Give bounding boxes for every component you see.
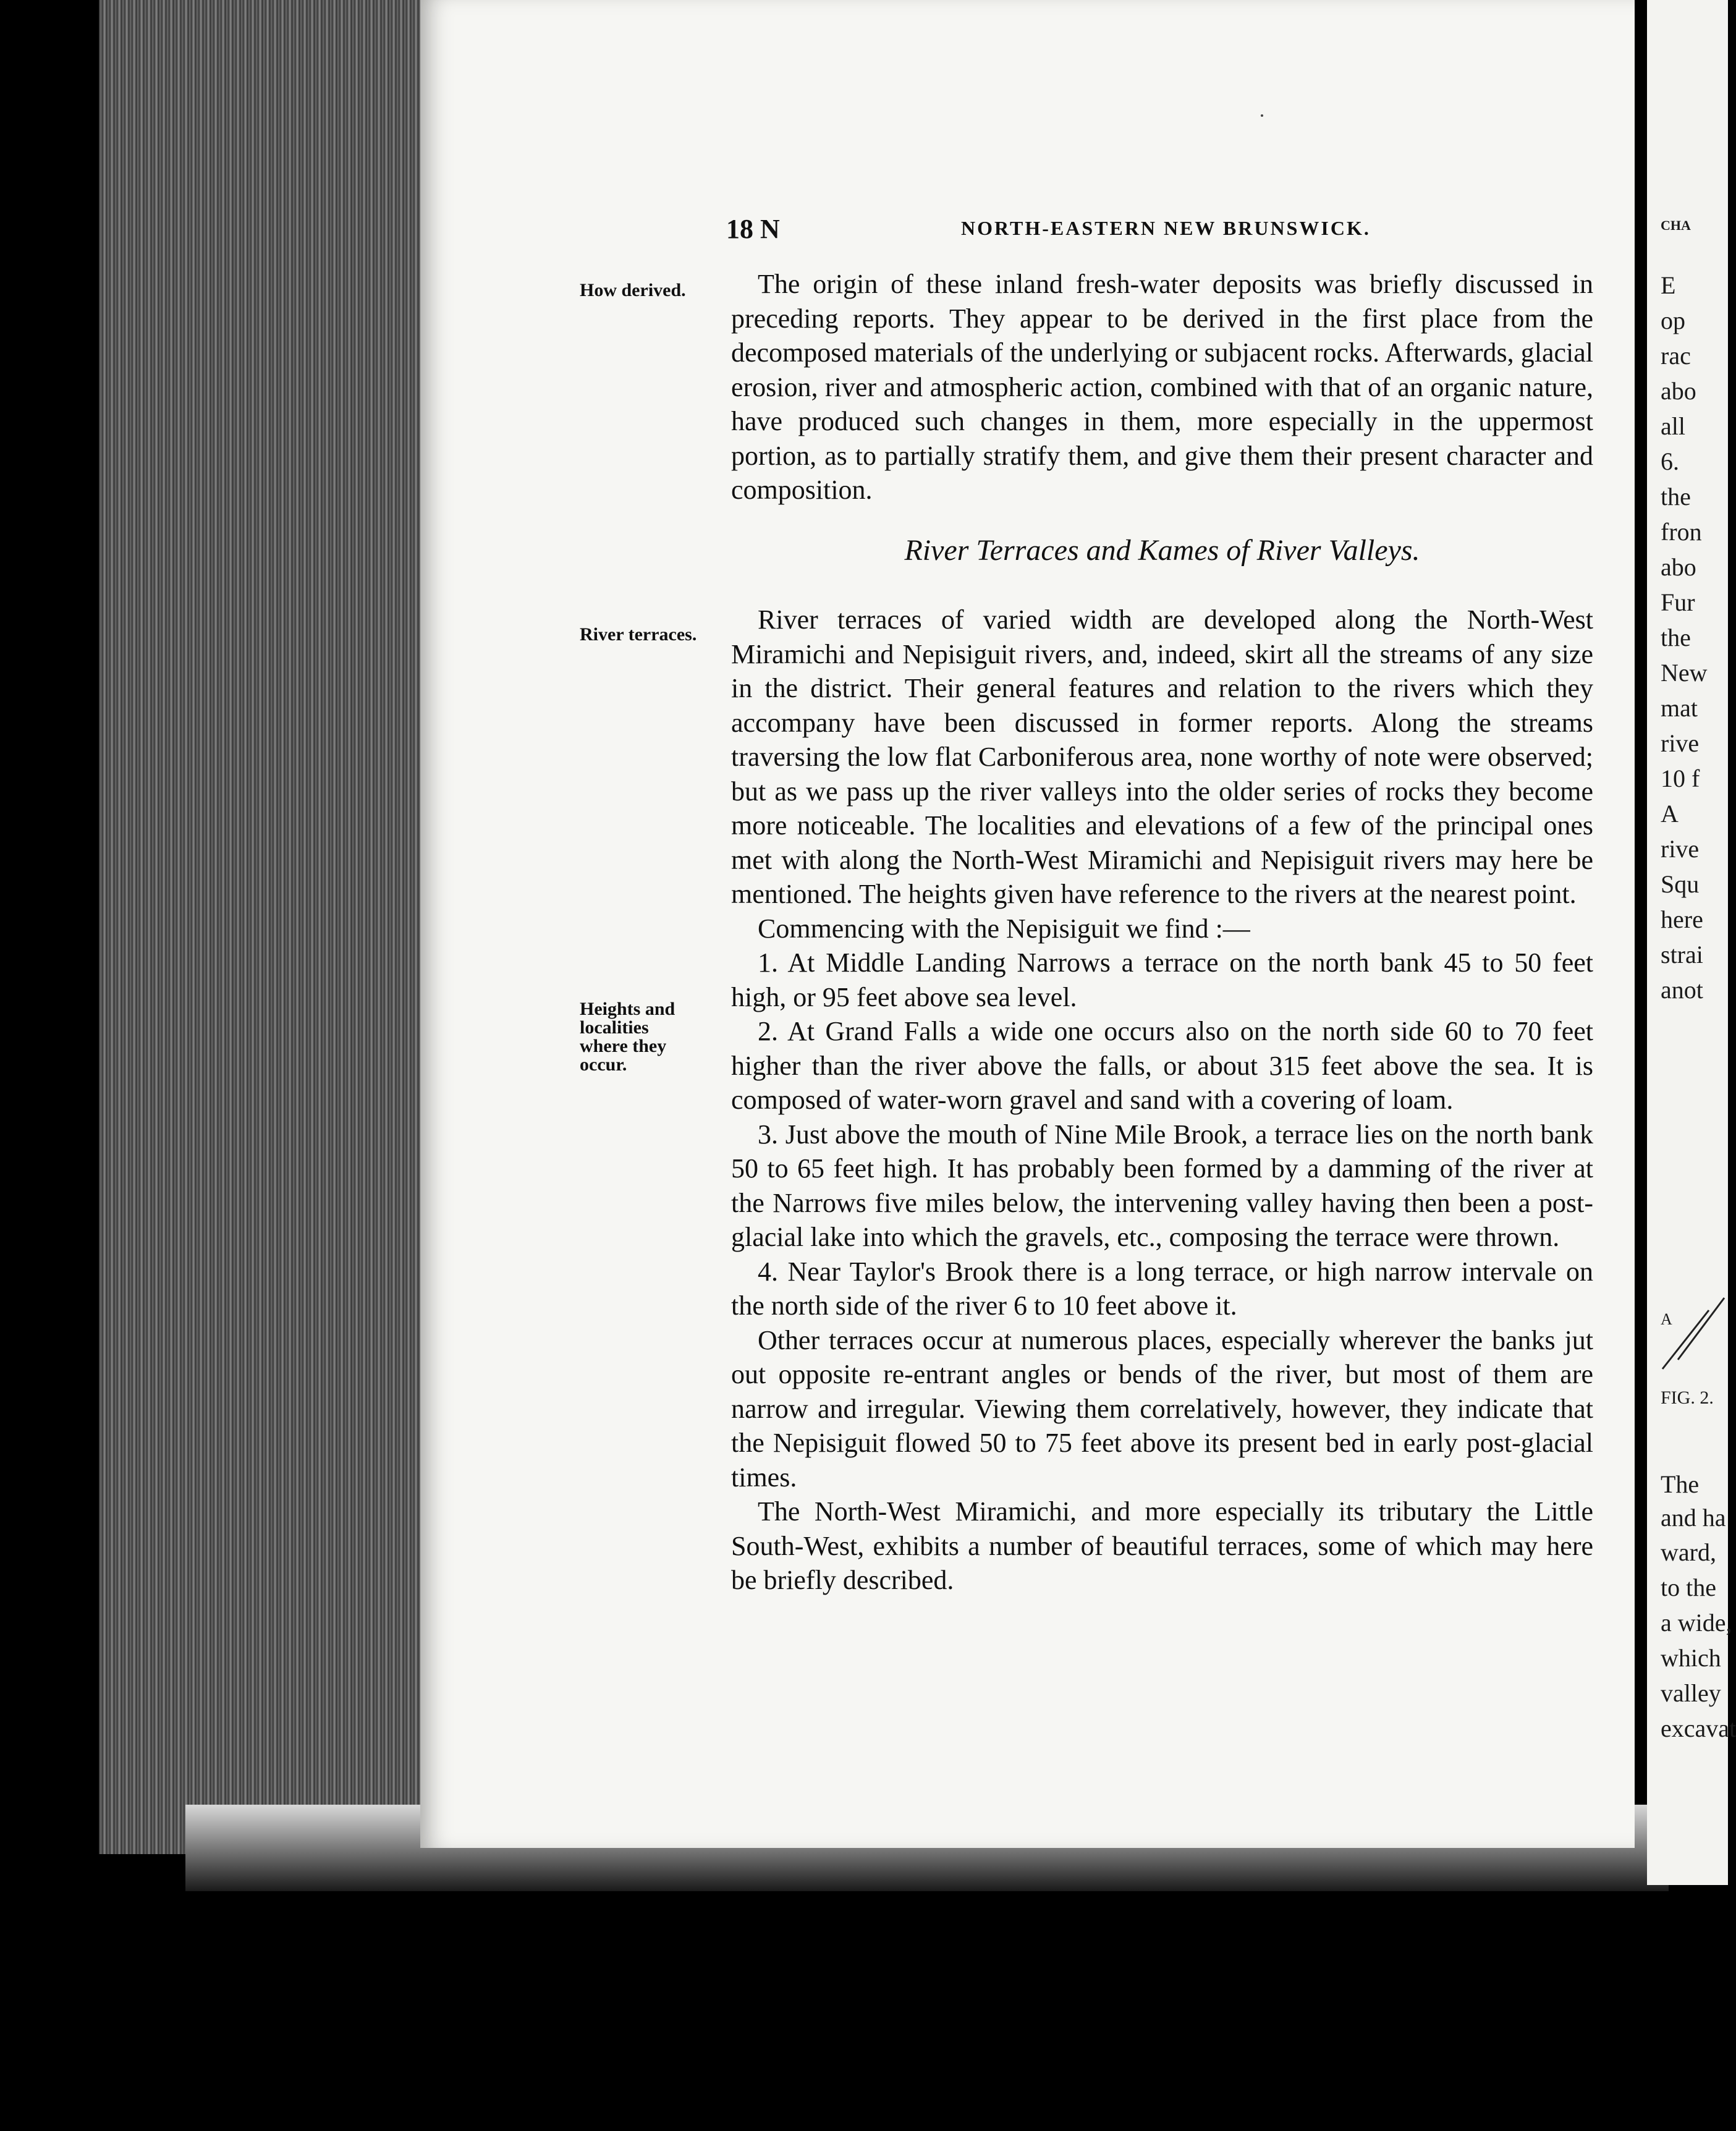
facing-page-fragment: Fur (1661, 588, 1695, 616)
facing-page-fragment: op (1661, 307, 1685, 334)
running-head-title: NORTH-EASTERN NEW BRUNSWICK. (961, 217, 1371, 239)
paragraph: Commencing with the Nepisiguit we find :— (758, 913, 1250, 944)
list-item: 4. Near Taylor's Brook there is a long terrace, or high narrow intervale on the north side of the river 6 to 10 feet above it. (731, 1256, 1593, 1321)
figure-label: A (1661, 1310, 1672, 1328)
book-spine-page-edges (99, 0, 420, 1854)
section-heading: River Terraces and Kames of River Valleys. (904, 534, 1420, 567)
facing-page-fragment: excavat (1661, 1714, 1736, 1742)
facing-page-fragment: The (1661, 1470, 1700, 1498)
facing-page-fragment: 6. (1661, 447, 1679, 475)
figure-caption: FIG. 2. (1661, 1387, 1714, 1408)
facing-page-fragment: a wide, (1661, 1609, 1732, 1637)
facing-page-fragment: rive (1661, 729, 1700, 757)
paragraph-origin (731, 267, 1593, 507)
margin-note-river-terraces: River terraces. (580, 624, 697, 645)
facing-page-fragment: fron (1661, 518, 1702, 546)
paragraph: The North-West Miramichi, and more especially its tributary the Little South-West, exhibits a number of beautiful terraces, some of which may here be briefly described. (731, 1496, 1593, 1595)
paragraph: River terraces of varied width are developed along the North-West Miramichi and Nepisiguit rivers, and, indeed, skirt all the streams of any size in the district. Their general features and relation to the rivers which they accompany have been discussed in former reports. Along the streams traversing the low flat Carboniferous area, none worthy of note were observed; but as we pass up the river valleys into the older series of rocks they become more noticeable. The localities and elevations of a few of the principal ones met with along the North-West Miramichi and Nepisiguit rivers may here be mentioned. The heights given have reference to the rivers at the nearest point. (731, 604, 1593, 909)
facing-page-fragment: CHA (1661, 218, 1691, 233)
figure-2-partial-drawing (1659, 1286, 1727, 1372)
facing-page-fragment: valley (1661, 1679, 1721, 1707)
list-item: 1. At Middle Landing Narrows a terrace on the north bank 45 to 50 feet high, or 95 feet above sea level. (731, 947, 1593, 1012)
list-item: 3. Just above the mouth of Nine Mile Brook, a terrace lies on the north bank 50 to 65 feet high. It has probably been formed by a damming of the river at the Narrows five miles below, the intervening valley having then been a post-glacial lake into which the gravels, etc., composing the terrace were thrown. (731, 1119, 1593, 1252)
facing-page-fragment: the (1661, 483, 1691, 511)
facing-page-fragment: the (1661, 624, 1691, 651)
facing-page-fragment: Squ (1661, 870, 1700, 898)
facing-page-fragment: abo (1661, 553, 1696, 581)
facing-page-edge (1647, 0, 1736, 1885)
facing-page-fragment: rive (1661, 835, 1700, 863)
margin-note-how-derived: How derived. (580, 280, 686, 300)
facing-page-fragment: rac (1661, 342, 1691, 370)
scan-speck (1261, 114, 1263, 117)
facing-page-fragment: E (1661, 271, 1676, 299)
facing-page-fragment: which (1661, 1644, 1721, 1672)
facing-page-fragment: and ha (1661, 1504, 1726, 1532)
page-number: 18 N (726, 214, 780, 244)
body-text-river-terraces (731, 603, 1593, 1598)
list-item: 2. At Grand Falls a wide one occurs also on the north side 60 to 70 feet higher than the river above the falls, or about 315 feet above the sea. It is composed of water-worn gravel and sand with a covering of loam. (731, 1016, 1593, 1115)
facing-page-fragment: 10 f (1661, 765, 1700, 792)
facing-page-fragment: all (1661, 412, 1685, 440)
facing-page-fragment: A (1661, 800, 1679, 828)
paragraph: The origin of these inland fresh-water deposits was briefly discussed in preceding reports. They appear to be derived in the first place from the decomposed materials of the underlying or subjacent rocks. Afterwards, glacial erosion, river and atmospheric action, combined with that of an organic nature, have produced such changes in them, more especially in the uppermost portion, as to partially stratify them, and give them their present character and composition. (731, 269, 1593, 505)
facing-page-fragment: New (1661, 659, 1708, 687)
facing-page-fragment: anot (1661, 976, 1703, 1004)
facing-page-fragment: ward, (1661, 1538, 1716, 1566)
facing-page-fragment: here (1661, 905, 1703, 933)
facing-page-fragment: to the (1661, 1574, 1716, 1601)
facing-page-fragment: mat (1661, 694, 1698, 722)
running-head (726, 213, 1406, 247)
paragraph: Other terraces occur at numerous places, especially wherever the banks jut out opposite re-entrant angles or bends of the river, but most of them are narrow and irregular. Viewing them correlatively, however, they indicate that the Nepisiguit flowed 50 to 75 feet above its present bed in early post-glacial times. (731, 1324, 1593, 1493)
facing-page-fragment: abo (1661, 377, 1696, 405)
margin-note-heights-localities: Heights and localities where they occur. (580, 999, 675, 1075)
facing-page-fragment: strai (1661, 941, 1703, 968)
